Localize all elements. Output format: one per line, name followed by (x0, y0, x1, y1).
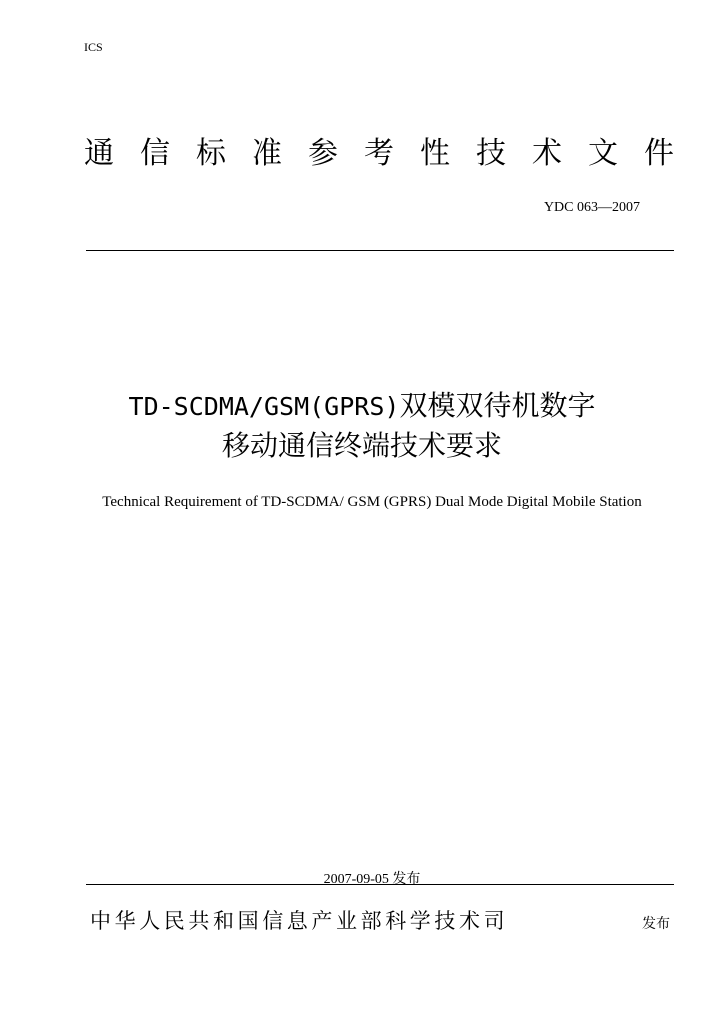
doc-type-char: 信 (140, 136, 170, 171)
doc-type-char: 性 (420, 136, 450, 171)
ics-label: ICS (84, 40, 103, 54)
publish-date-suffix: 发布 (392, 871, 421, 887)
title-zh-cjk-part: 双模双待机数字 (399, 389, 596, 422)
doc-type-char: 文 (588, 136, 618, 171)
doc-type-char: 考 (364, 136, 394, 171)
title-zh-line-1 (0, 386, 724, 427)
doc-type-char: 参 (308, 136, 338, 171)
footer-divider (86, 884, 674, 885)
title-zh-line-2: 移动通信终端技术要求 (221, 429, 502, 462)
document-type-heading (84, 136, 674, 172)
doc-type-char: 通 (84, 136, 114, 171)
header-divider (86, 250, 674, 251)
doc-type-char: 术 (532, 136, 562, 171)
title-english: Technical Requirement of TD-SCDMA/ GSM (GPRS) Dual Mode Digital Mobile Station (102, 494, 642, 510)
issuing-authority: 中华人民共和国信息产业部科学技术司 (90, 909, 509, 933)
doc-type-char: 标 (196, 136, 226, 171)
title-zh-latin-part: TD-SCDMA/GSM(GPRS) (128, 392, 400, 421)
publish-date-value: 2007-09-05 (323, 872, 389, 887)
doc-type-char: 件 (644, 136, 674, 171)
document-code: YDC 063—2007 (543, 200, 640, 215)
issuer-line (90, 906, 670, 939)
doc-type-char: 技 (476, 136, 506, 171)
publish-date (0, 870, 724, 889)
issued-label: 发布 (642, 916, 670, 932)
doc-type-char: 准 (252, 136, 282, 171)
